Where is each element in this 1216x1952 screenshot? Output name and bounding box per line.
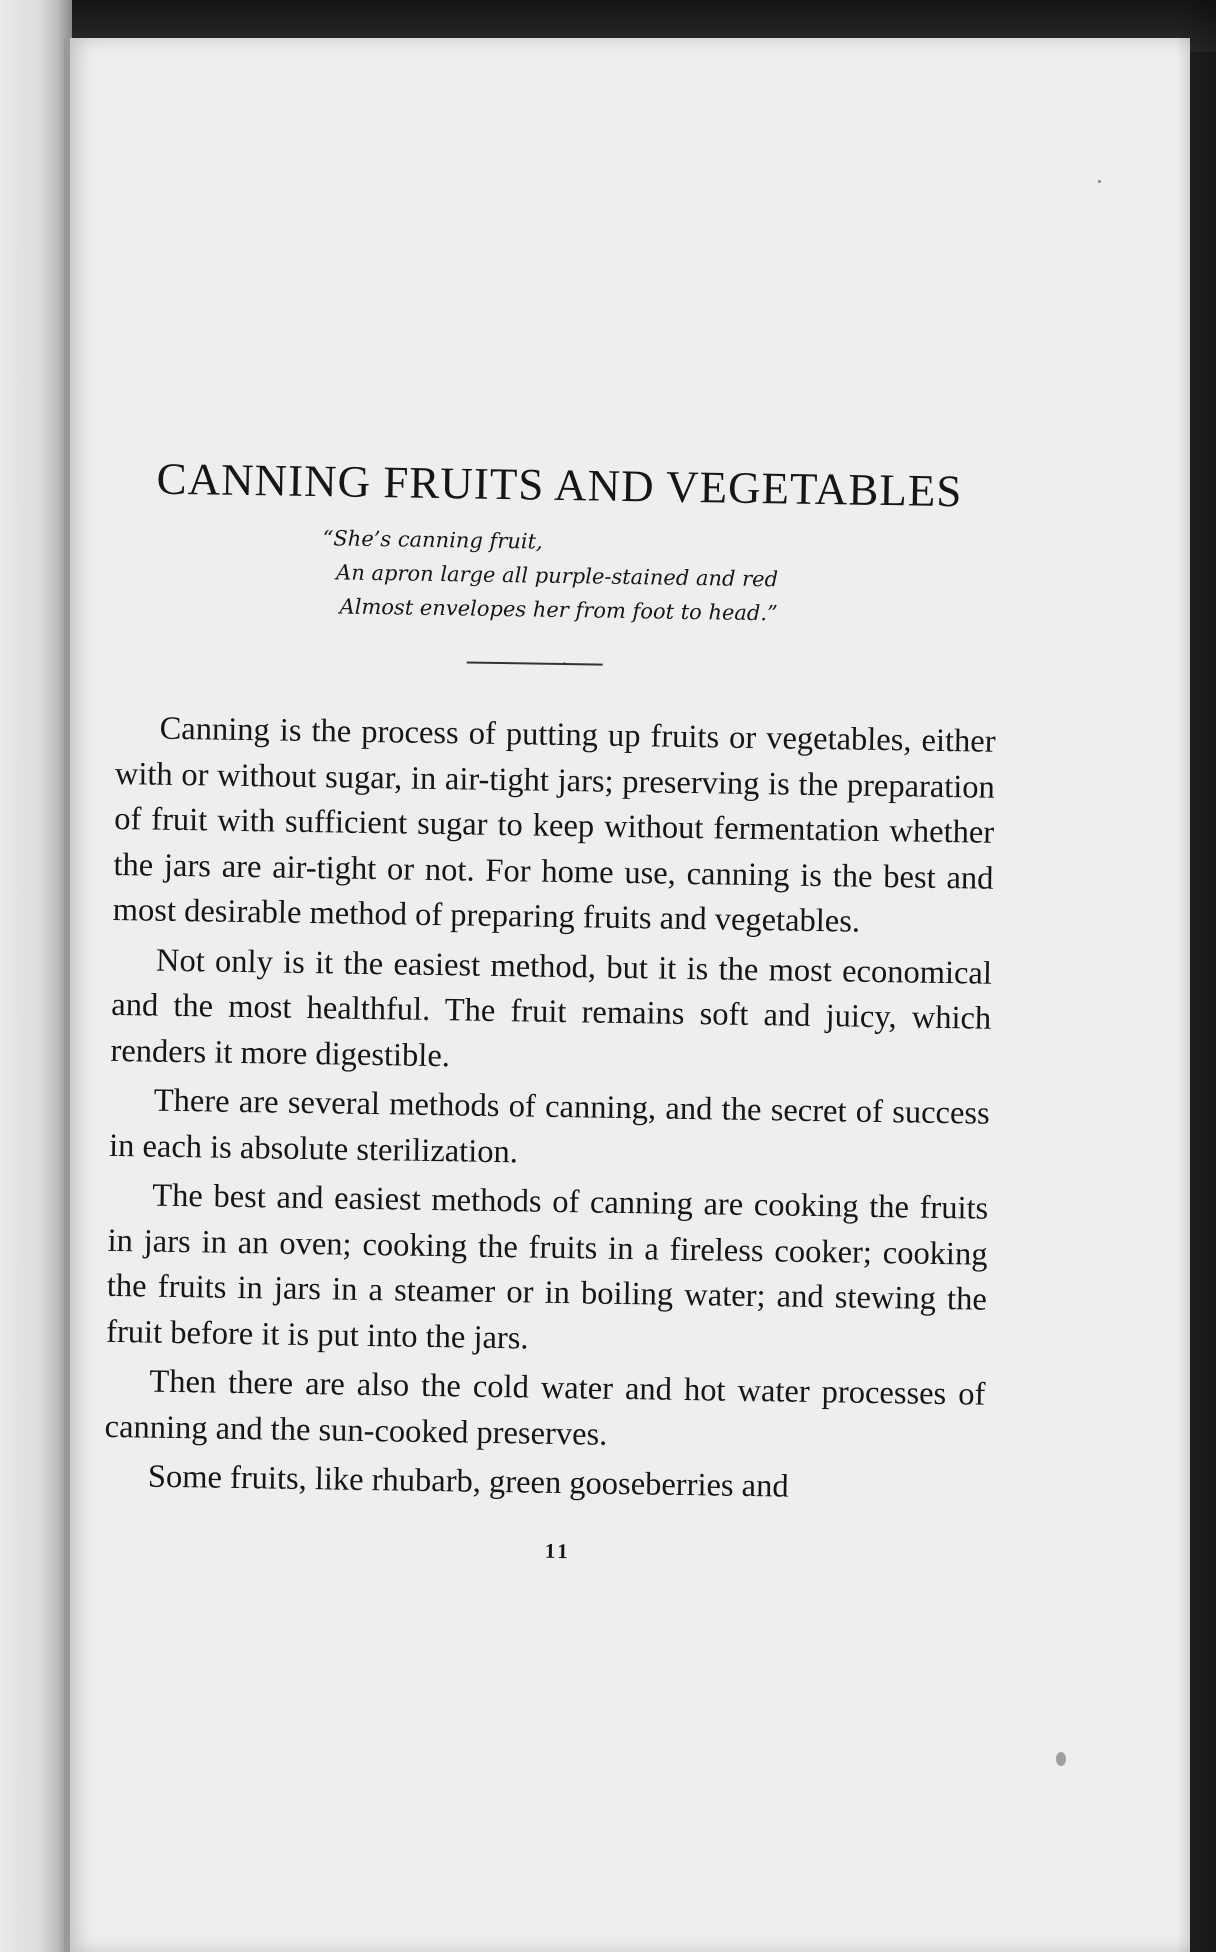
body-paragraph: Then there are also the cold water and hot water processes of canning and the sun-cooked preserves. [104,1363,986,1453]
verse-line: Almost envelopes her from foot to head.” [339,594,778,626]
page-content [103,452,1000,1570]
body-paragraph: Canning is the process of putting up fruits or vegetables, either with or without sugar, in air-tight jars; preserving is the preparation of fruit with sufficient sugar to keep without fermentation whether the jars are air-tight or not. For home use, canning is the best and most desirable method of preparing fruits and vegetables. [112,710,996,940]
section-divider [467,661,603,665]
facing-page-edge [0,0,72,1952]
body-paragraph: The best and easiest methods of canning are cooking the fruits in jars in an oven; cooking the fruits in a fireless cooker; cooking the fruits in jars in a steamer or in boiling water; and stewing the fruit before it is put into the jars. [105,1177,989,1357]
body-paragraph: Some fruits, like rhubarb, green gooseberries and [147,1458,789,1505]
dust-speck [1056,1752,1066,1766]
page-number: 11 [544,1538,571,1563]
epigraph-verse [321,521,999,634]
verse-line: An apron large all purple-stained and red [335,560,779,592]
body-paragraph: There are several methods of canning, and the secret of success in each is absolute sterilization. [108,1082,990,1170]
scan-right-shadow [1176,0,1216,1952]
dust-speck [1098,180,1101,183]
body-paragraph: Not only is it the easiest method, but it is the most economical and the most healthful. The fruit remains soft and juicy, which renders it more digestible. [110,942,993,1074]
verse-line: “She’s canning fruit, [322,526,543,554]
chapter-title: CANNING FRUITS AND VEGETABLES [156,453,963,517]
